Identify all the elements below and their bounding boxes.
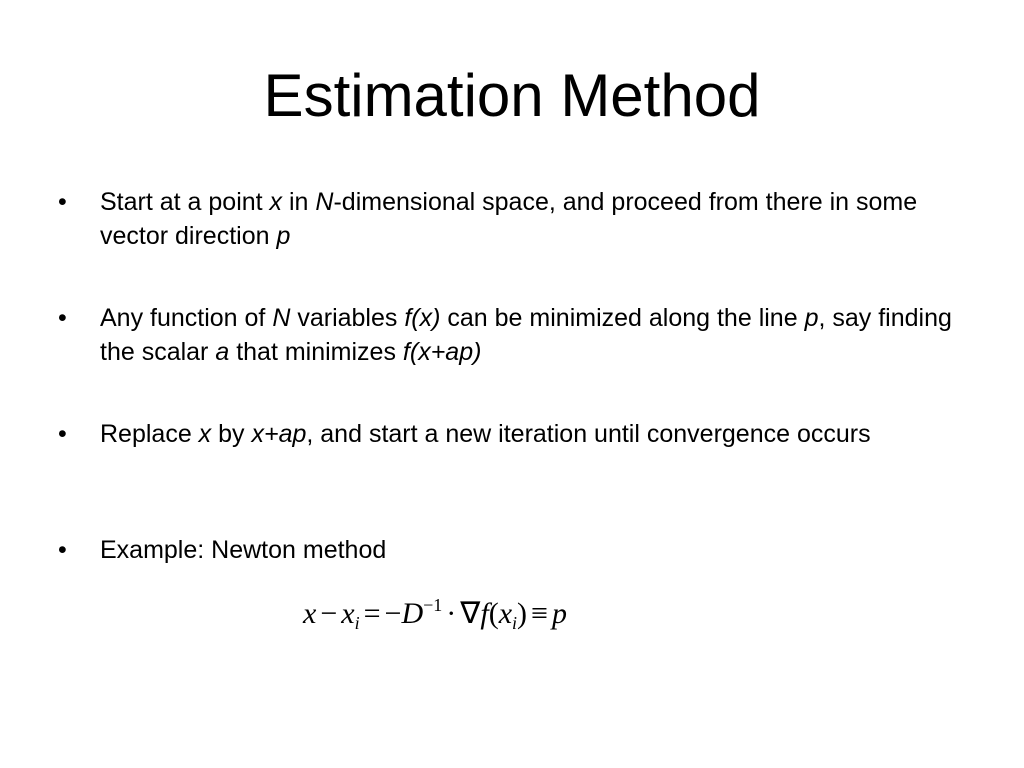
text-run: -dimensional space, and proceed from there in some vector direction: [100, 188, 918, 250]
newton-equation: [303, 585, 567, 643]
eq-rhs-var: p: [551, 597, 567, 630]
text-run: Start at a point: [100, 188, 270, 216]
slide-title: Estimation Method: [263, 62, 761, 129]
bullet-marker: •: [58, 420, 67, 448]
eq-xi-var: x: [341, 597, 355, 630]
italic-math-term: f(x+ap): [402, 338, 482, 366]
eq-equals: =: [363, 597, 381, 630]
eq-xi-sub: i: [354, 613, 360, 633]
italic-math-term: N: [315, 188, 334, 216]
italic-math-term: f(x): [404, 304, 441, 332]
bullet-text: [100, 533, 960, 567]
bullet-text: [100, 301, 960, 369]
text-run: by: [211, 420, 252, 448]
bullet-marker: •: [58, 304, 67, 332]
italic-math-term: p: [804, 304, 819, 332]
eq-minus: −: [320, 597, 338, 630]
italic-math-term: a: [215, 338, 230, 366]
italic-math-term: x+ap: [251, 420, 307, 448]
eq-arg-sub: i: [512, 613, 518, 633]
eq-d-sup: −1: [423, 595, 443, 615]
text-run: can be minimized along the line: [440, 304, 805, 332]
eq-open-paren: (: [488, 597, 499, 630]
italic-math-term: p: [276, 222, 291, 250]
text-run: that minimizes: [229, 338, 403, 366]
bullet-text: [100, 417, 960, 451]
eq-dot: ·: [446, 597, 457, 630]
eq-neg: −: [384, 597, 402, 630]
eq-d: D: [401, 597, 424, 630]
eq-arg-var: x: [498, 597, 513, 630]
text-run: Example: Newton method: [100, 536, 387, 564]
text-run: Any function of: [100, 304, 273, 332]
eq-close-paren: ): [517, 597, 528, 630]
italic-math-term: N: [272, 304, 291, 332]
bullet-marker: •: [58, 188, 67, 216]
italic-math-term: x: [269, 188, 283, 216]
italic-math-term: x: [198, 420, 212, 448]
text-run: variables: [290, 304, 405, 332]
eq-lhs-var: x: [303, 597, 317, 630]
eq-nabla: ∇: [460, 597, 481, 630]
eq-equiv: ≡: [531, 597, 548, 630]
text-run: Replace: [100, 420, 199, 448]
text-run: in: [282, 188, 316, 216]
bullet-marker: •: [58, 536, 67, 564]
text-run: , and start a new iteration until convergence occurs: [306, 420, 871, 448]
eq-f: f: [480, 597, 489, 630]
bullet-text: [100, 185, 960, 253]
text-run: , say finding the scalar: [100, 304, 952, 366]
